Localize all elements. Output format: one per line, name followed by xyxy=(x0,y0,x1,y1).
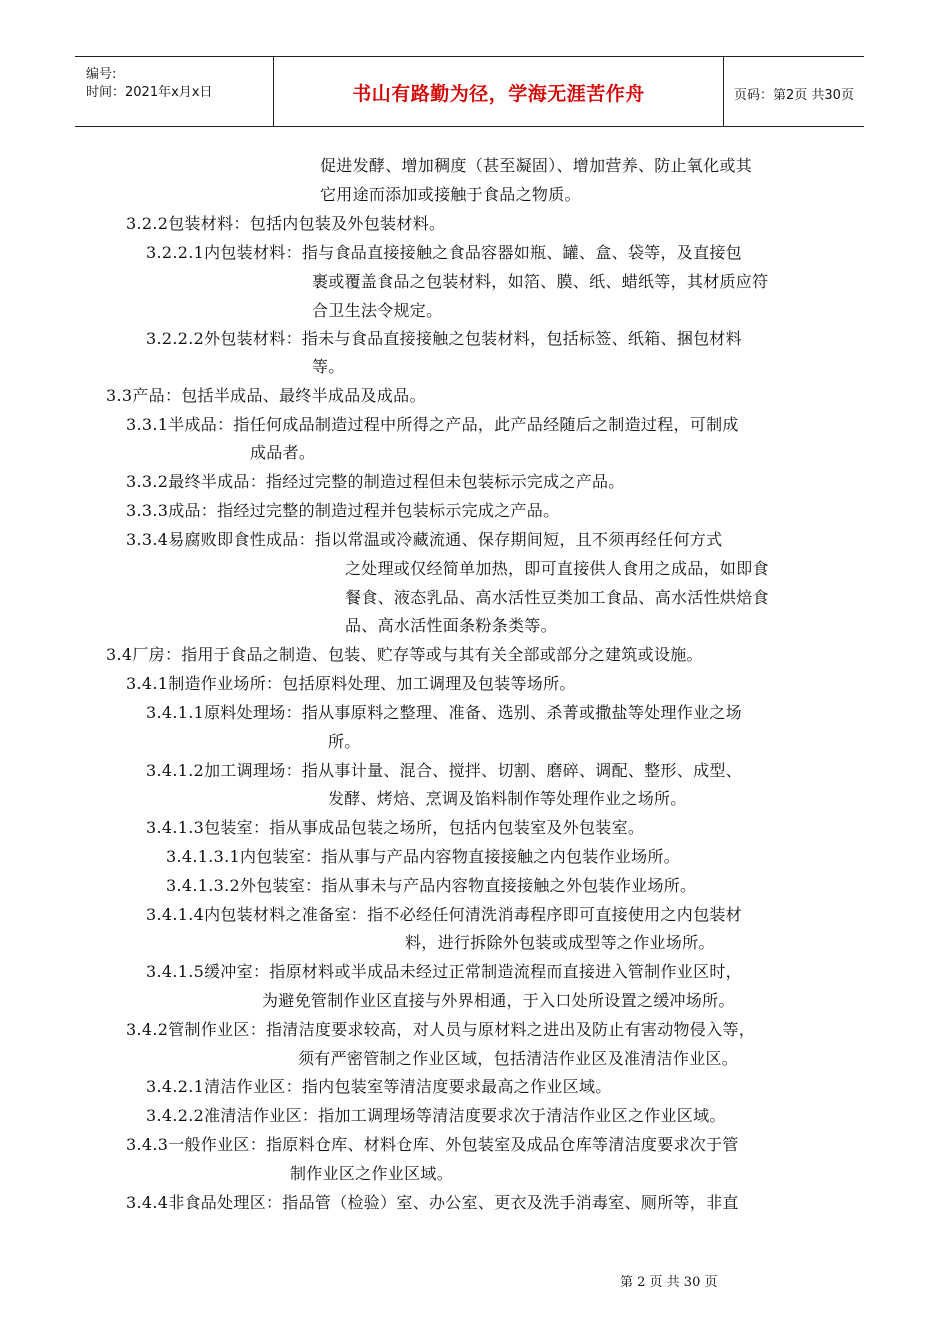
body-line: 3.3.3成品：指经过完整的制造过程并包装标示完成之产品。 xyxy=(126,501,560,520)
body-line: 发酵、烤焙、烹调及馅料制作等处理作业之场所。 xyxy=(328,789,687,808)
body-line: 3.4.1.1原料处理场：指从事原料之整理、准备、选别、杀菁或撒盐等处理作业之场 xyxy=(146,703,742,722)
body-line: 3.3.4易腐败即食性成品：指以常温或冷藏流通、保存期间短，且不须再经任何方式 xyxy=(126,530,723,549)
section-heading: 3.3产品：包括半成品、最终半成品及成品。 xyxy=(106,386,426,405)
header-motto: 书山有路勤为径，学海无涯苦作舟 xyxy=(352,83,645,105)
body-line: 3.4.1制造作业场所：包括原料处理、加工调理及包装等场所。 xyxy=(126,674,576,693)
section-heading: 3.4厂房：指用于食品之制造、包装、贮存等或与其有关全部或部分之建筑或设施。 xyxy=(106,645,703,664)
body-line: 之处理或仅经简单加热，即可直接供人食用之成品，如即食 xyxy=(345,559,769,578)
document-time-label: 时间：2021年x月x日 xyxy=(86,85,213,100)
page-header xyxy=(75,56,864,127)
document-number-label: 编号: xyxy=(86,67,117,82)
header-motto-cell xyxy=(274,57,724,126)
body-line: 促进发酵、增加稠度（甚至凝固）、增加营养、防止氧化或其 xyxy=(320,156,753,175)
body-line: 料，进行拆除外包装或成型等之作业场所。 xyxy=(405,933,715,952)
section-heading: 3.2.2包装材料：包括内包装及外包装材料。 xyxy=(126,214,446,233)
header-page-info: 页码：第2页 共30页 xyxy=(734,88,854,103)
body-line: 3.3.1半成品：指任何成品制造过程中所得之产品，此产品经随后之制造过程，可制成 xyxy=(126,415,739,434)
body-line: 3.2.2.2外包装材料：指未与食品直接接触之包装材料，包括标签、纸箱、捆包材料 xyxy=(146,329,742,348)
body-line: 3.4.2管制作业区：指清洁度要求较高，对人员与原材料之进出及防止有害动物侵入等， xyxy=(126,1020,756,1039)
body-line: 3.4.1.3包装室：指从事成品包装之场所，包括内包装室及外包装室。 xyxy=(146,818,645,837)
body-line: 成品者。 xyxy=(250,443,316,462)
body-line: 须有严密管制之作业区域，包括清洁作业区及准清洁作业区。 xyxy=(298,1049,739,1068)
body-line: 等。 xyxy=(312,357,345,376)
body-line: 3.4.3一般作业区：指原料仓库、材料仓库、外包装室及成品仓库等清洁度要求次于管 xyxy=(126,1135,739,1154)
body-line: 3.4.1.3.2外包装室：指从事未与产品内容物直接接触之外包装作业场所。 xyxy=(166,876,697,895)
header-meta-cell xyxy=(75,57,274,126)
body-line: 为避免管制作业区直接与外界相通，于入口处所设置之缓冲场所。 xyxy=(262,991,735,1010)
body-line: 品、高水活性面条粉条类等。 xyxy=(345,616,557,635)
page-footer: 第 2 页 共 30 页 xyxy=(620,1275,718,1290)
body-line: 3.4.2.1清洁作业区：指内包装室等清洁度要求最高之作业区域。 xyxy=(146,1077,612,1096)
body-line: 3.4.2.2准清洁作业区：指加工调理场等清洁度要求次于清洁作业区之作业区域。 xyxy=(146,1106,726,1125)
header-page-cell xyxy=(724,57,864,126)
body-line: 它用途而添加或接触于食品之物质。 xyxy=(320,185,581,204)
body-line: 3.3.2最终半成品：指经过完整的制造过程但未包装标示完成之产品。 xyxy=(126,472,625,491)
body-line: 3.4.1.3.1内包装室：指从事与产品内容物直接接触之内包装作业场所。 xyxy=(166,847,681,866)
body-line: 裹或覆盖食品之包装材料，如箔、膜、纸、蜡纸等，其材质应符 xyxy=(312,272,769,291)
body-line: 3.4.4非食品处理区：指品管（检验）室、办公室、更衣及洗手消毒室、厕所等，非直 xyxy=(126,1193,739,1212)
body-line: 制作业区之作业区域。 xyxy=(290,1164,454,1183)
body-line: 3.4.1.4内包装材料之准备室：指不必经任何清洗消毒程序即可直接使用之内包装材 xyxy=(146,905,742,924)
body-line: 餐食、液态乳品、高水活性豆类加工食品、高水活性烘焙食 xyxy=(345,588,769,607)
body-line: 3.4.1.5缓冲室：指原材料或半成品未经过正常制造流程而直接进入管制作业区时， xyxy=(146,962,742,981)
body-line: 3.4.1.2加工调理场：指从事计量、混合、搅拌、切割、磨碎、调配、整形、成型、 xyxy=(146,761,742,780)
body-line: 所。 xyxy=(328,732,361,751)
body-line: 3.2.2.1内包装材料：指与食品直接接触之食品容器如瓶、罐、盒、袋等，及直接包 xyxy=(146,243,742,262)
body-line: 合卫生法令规定。 xyxy=(312,301,443,320)
